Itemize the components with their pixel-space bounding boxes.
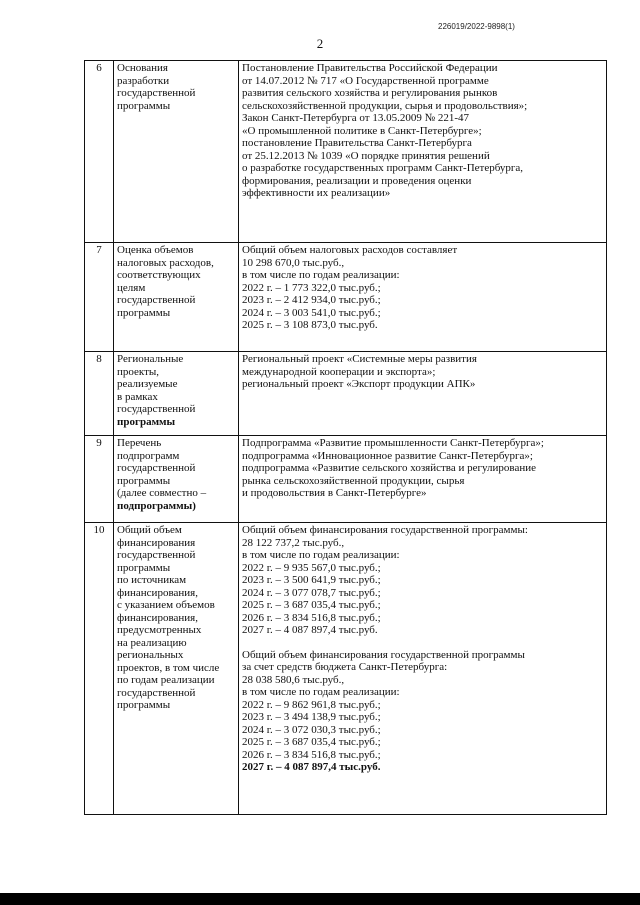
parameter-value-line: 2024 г. – 3 003 541,0 тыс.руб.; [242,306,381,319]
parameter-value-line: 2022 г. – 9 862 961,8 тыс.руб.; [242,698,381,711]
parameter-value-line: «О промышленной политике в Санкт-Петербурге»; [242,124,482,137]
parameter-value-line: рынка сельскохозяйственной продукции, сырья [242,474,465,487]
parameter-value-line: от 14.07.2012 № 717 «О Государственной программе [242,74,489,87]
parameter-name-line: финансирования, [117,586,198,599]
parameter-name-line: Оценка объемов [117,244,194,256]
parameter-name-line: по годам реализации [117,674,215,686]
parameter-name-line: программы [117,474,171,487]
parameter-value-line: о разработке государственных программ Санкт-Петербурга, [242,162,524,174]
parameter-value-line: Общий объем налоговых расходов составляет [242,244,458,256]
parameter-name-line: предусмотренных [117,624,202,636]
parameter-value-line: от 25.12.2013 № 1039 «О порядке принятия решений [242,149,490,162]
parameter-name-line: программы [117,415,176,428]
parameter-name-line: по источникам [117,574,187,586]
parameter-name-line: государственной [117,549,196,561]
row-parameter-value [239,436,607,523]
row-parameter-name [114,243,239,352]
parameter-value-line: Общий объем финансирования государственной программы: [242,524,528,536]
parameter-name-line: подпрограмм [117,449,180,462]
parameter-value-line: Подпрограмма «Развитие промышленности Санкт-Петербурга»; [242,437,544,449]
parameter-value-line: Постановление Правительства Российской Федерации [242,62,498,74]
parameter-value-line: 10 298 670,0 тыс.руб., [242,256,345,269]
parameter-value-line: 2024 г. – 3 072 030,3 тыс.руб.; [242,723,381,736]
parameter-name-line: реализуемые [117,378,178,390]
parameter-value-line: 2025 г. – 3 108 873,0 тыс.руб. [242,319,378,331]
parameter-value-line: и продовольствия в Санкт-Петербурге» [242,487,427,499]
parameter-name-line: региональных [117,649,184,661]
parameter-value-line: 28 038 580,6 тыс.руб., [242,673,345,686]
parameter-name-line: соответствующих [117,269,201,281]
parameter-name-line: государственной [117,403,196,415]
parameter-value-line: 2027 г. – 4 087 897,4 тыс.руб. [242,624,378,636]
parameter-name-line: разработки [117,74,170,87]
row-number: 7 [85,243,114,352]
parameter-value-line: 2023 г. – 3 500 641,9 тыс.руб.; [242,574,381,586]
row-parameter-name [114,61,239,243]
program-passport-table [84,60,607,815]
parameter-value-line: эффективности их реализации» [242,187,391,199]
parameter-name-line: Общий объем [117,524,182,536]
parameter-name-line: программы [117,699,171,711]
row-number: 6 [85,61,114,243]
parameter-value-line: 2022 г. – 1 773 322,0 тыс.руб.; [242,281,381,294]
parameter-value-line: 2027 г. – 4 087 897,4 тыс.руб. [242,761,381,773]
parameter-name-line: проекты, [117,365,160,378]
row-parameter-value [239,523,607,815]
parameter-name-line: налоговых расходов, [117,256,214,269]
parameter-name-line: на реализацию [117,636,187,649]
row-parameter-name [114,523,239,815]
row-number: 9 [85,436,114,523]
page-number: 2 [316,36,324,51]
table-row [85,436,607,523]
parameter-value-line: 2022 г. – 9 935 567,0 тыс.руб.; [242,561,381,574]
parameter-name-line: программы [117,306,171,319]
parameter-name-line: проектов, в том числе [117,661,220,674]
parameter-value-line: 2026 г. – 3 834 516,8 тыс.руб.; [242,611,381,624]
parameter-value-line: 2024 г. – 3 077 078,7 тыс.руб.; [242,586,381,599]
parameter-value-line: 2023 г. – 2 412 934,0 тыс.руб.; [242,294,381,306]
parameter-name-line: Основания [117,62,168,74]
parameter-value-line: 2026 г. – 3 834 516,8 тыс.руб.; [242,748,381,761]
paragraph-gap [242,637,603,649]
parameter-name-line: Региональные [117,353,184,365]
parameter-value-line: сельскохозяйственной продукции, сырья и продовольствия»; [242,99,528,112]
parameter-name-line: программы [117,99,171,112]
parameter-value-line: постановление Правительства Санкт-Петербурга [242,137,472,149]
parameter-name-line: подпрограммы) [117,499,196,512]
parameter-name-line: программы [117,561,171,574]
parameter-name-line: с указанием объемов [117,599,215,611]
parameter-value-line: Закон Санкт-Петербурга от 13.05.2009 № 221-47 [242,112,469,124]
parameter-value-line: международной кооперации и экспорта»; [242,365,436,378]
parameter-value-line: в том числе по годам реализации: [242,549,400,561]
parameter-value-line: за счет средств бюджета Санкт-Петербурга: [242,661,448,673]
parameter-name-line: в рамках [117,390,158,403]
row-parameter-value [239,61,607,243]
row-number: 10 [85,523,114,815]
parameter-name-line: государственной [117,294,196,306]
table-row [85,523,607,815]
parameter-name-line: финансирования [117,536,196,549]
table-row [85,61,607,243]
parameter-value-line: Общий объем финансирования государственной программы [242,648,525,661]
parameter-name-line: Перечень [117,437,162,449]
parameter-value-line: 28 122 737,2 тыс.руб., [242,536,345,549]
parameter-name-line: государственной [117,87,196,99]
document-registration-number: 226019/2022-9898(1) [438,22,515,31]
parameter-name-line: государственной [117,686,196,699]
row-parameter-value [239,243,607,352]
parameter-name-line: (далее совместно – [117,487,207,499]
parameter-value-line: развития сельского хозяйства и регулирования рынков [242,87,498,99]
parameter-name-line: финансирования, [117,611,198,624]
table-row [85,352,607,436]
row-parameter-value [239,352,607,436]
row-parameter-name [114,352,239,436]
parameter-name-line: государственной [117,462,196,474]
parameter-value-line: Региональный проект «Системные меры развития [242,353,477,365]
parameter-value-line: региональный проект «Экспорт продукции АПК» [242,378,476,390]
row-number: 8 [85,352,114,436]
parameter-value-line: 2025 г. – 3 687 035,4 тыс.руб.; [242,736,381,748]
parameter-value-line: в том числе по годам реализации: [242,686,400,698]
row-parameter-name [114,436,239,523]
table-body [85,61,607,815]
parameter-value-line: 2025 г. – 3 687 035,4 тыс.руб.; [242,599,381,611]
parameter-name-line: целям [117,281,146,294]
parameter-value-line: в том числе по годам реализации: [242,269,400,281]
parameter-value-line: подпрограмма «Развитие сельского хозяйства и регулирование [242,462,536,474]
parameter-value-line: 2023 г. – 3 494 138,9 тыс.руб.; [242,711,381,723]
table-row [85,243,607,352]
parameter-value-line: подпрограмма «Инновационное развитие Санкт-Петербурга»; [242,449,533,462]
parameter-value-line: формирования, реализации и проведения оценки [242,174,472,187]
scan-bottom-edge [0,893,640,905]
